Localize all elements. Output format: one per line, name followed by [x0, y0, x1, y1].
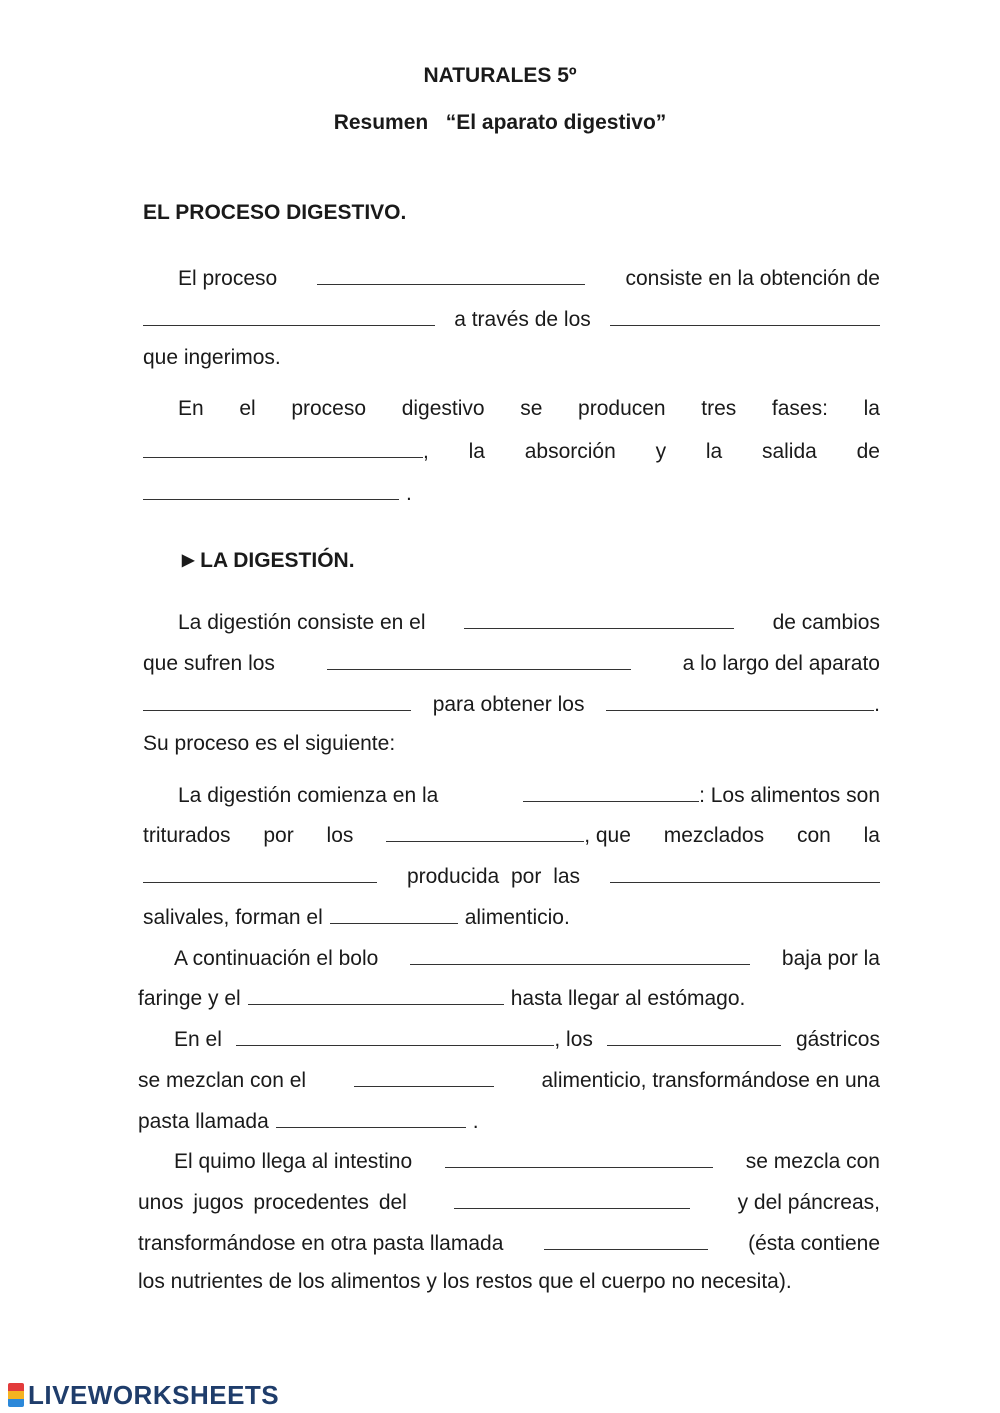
text-line: se mezclan con el alimenticio, transformándose en una: [138, 1064, 880, 1094]
text-line: salivales, forman el alimenticio.: [143, 901, 880, 931]
text-line: que sufren los a lo largo del aparato: [143, 647, 880, 677]
blank-field[interactable]: [454, 1186, 690, 1209]
text-line: que ingerimos.: [143, 346, 281, 369]
liveworksheets-logo: LIVEWORKSHEETS: [8, 1380, 279, 1410]
blank-field[interactable]: [143, 688, 411, 711]
summary-name: “El aparato digestivo”: [445, 111, 667, 134]
text-line: .: [143, 477, 880, 507]
blank-field[interactable]: [143, 860, 377, 883]
liveworksheets-logo-icon: [8, 1383, 24, 1407]
blank-field[interactable]: [607, 1023, 781, 1046]
text-line: , la absorción y la salida de: [143, 435, 880, 465]
blank-field[interactable]: [523, 779, 699, 802]
blank-field[interactable]: [410, 942, 750, 965]
text-line: El quimo llega al intestino se mezcla con: [174, 1145, 880, 1175]
blank-field[interactable]: [386, 819, 584, 842]
subject-title: NATURALES 5º: [423, 64, 577, 87]
blank-field[interactable]: [143, 303, 435, 326]
text-line: triturados por los , que mezclados con la: [143, 819, 880, 849]
text-line: unos jugos procedentes del y del páncreas,: [138, 1186, 880, 1216]
text-line: Su proceso es el siguiente:: [143, 732, 396, 755]
blank-field[interactable]: [610, 860, 880, 883]
text-line: para obtener los .: [143, 688, 880, 718]
blank-field[interactable]: [143, 435, 423, 458]
bullet-arrow-icon: ▶: [182, 552, 195, 569]
text-line: producida por las: [143, 860, 880, 890]
blank-field[interactable]: [236, 1023, 554, 1046]
text-line: En el , los gástricos: [174, 1023, 880, 1053]
text-line: transformándose en otra pasta llamada (ésta contiene: [138, 1227, 880, 1257]
text-line: En el proceso digestivo se producen tres fases: la: [178, 397, 880, 420]
blank-field[interactable]: [445, 1145, 713, 1168]
blank-field[interactable]: [544, 1227, 708, 1250]
text-line: A continuación el bolo baja por la: [174, 942, 880, 972]
section-heading-proceso: EL PROCESO DIGESTIVO.: [143, 201, 407, 224]
section-heading-digestion: ▶ LA DIGESTIÓN.: [182, 549, 355, 572]
text-line: faringe y el hasta llegar al estómago.: [138, 982, 880, 1012]
blank-field[interactable]: [610, 303, 880, 326]
text-line: El proceso consiste en la obtención de: [178, 262, 880, 292]
blank-field[interactable]: [606, 688, 874, 711]
blank-field[interactable]: [276, 1105, 466, 1128]
blank-field[interactable]: [354, 1064, 494, 1087]
blank-field[interactable]: [330, 901, 458, 924]
blank-field[interactable]: [327, 647, 631, 670]
blank-field[interactable]: [143, 477, 399, 500]
text-line: pasta llamada .: [138, 1105, 880, 1135]
text-line: los nutrientes de los alimentos y los restos que el cuerpo no necesita).: [138, 1270, 792, 1293]
blank-field[interactable]: [464, 606, 734, 629]
text-line: La digestión consiste en el de cambios: [178, 606, 880, 636]
summary-title: [0, 111, 1000, 135]
text-line: La digestión comienza en la : Los alimentos son: [178, 779, 880, 809]
blank-field[interactable]: [317, 262, 585, 285]
summary-label: Resumen: [333, 111, 429, 134]
blank-field[interactable]: [248, 982, 504, 1005]
text-line: a través de los: [143, 303, 880, 333]
